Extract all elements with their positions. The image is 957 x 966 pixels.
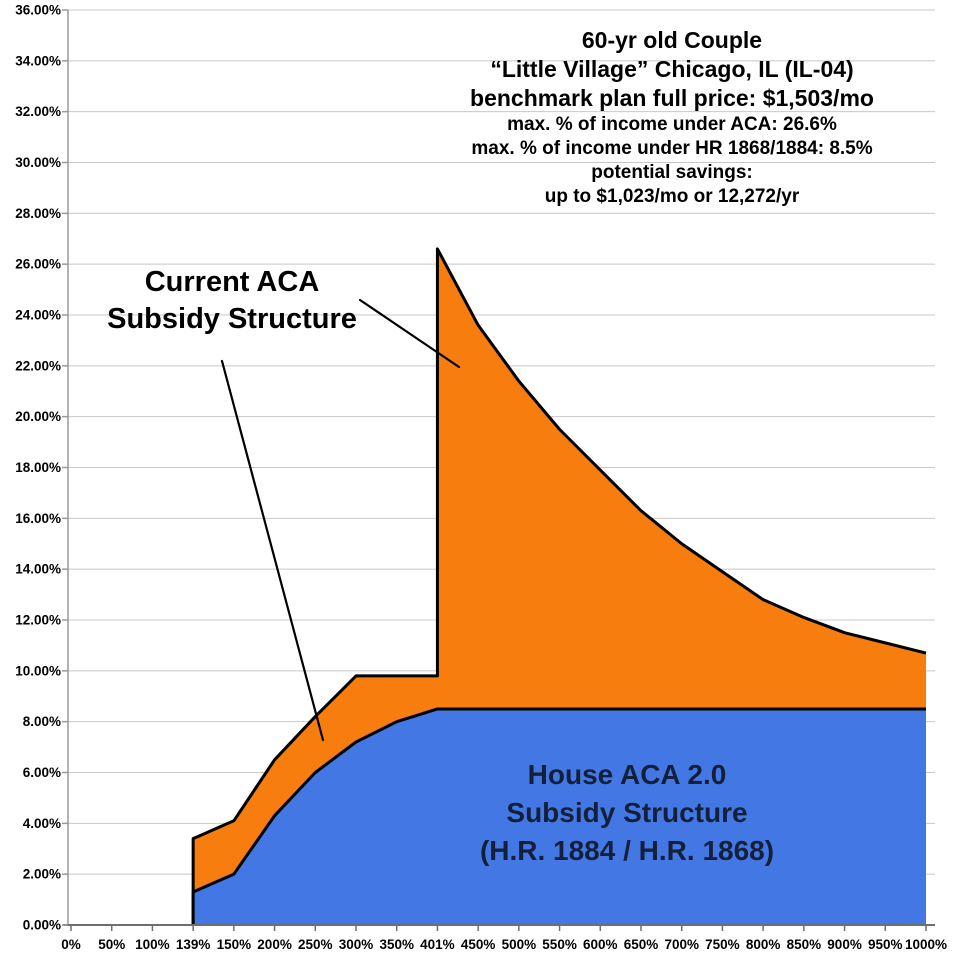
title-line-couple: 60-yr old Couple: [581, 27, 763, 53]
x-tick-label: 350%: [379, 937, 414, 952]
x-tick-label: 50%: [98, 937, 126, 952]
y-tick-label: 8.00%: [22, 714, 61, 730]
x-tick-label: 200%: [257, 937, 292, 952]
y-tick-label: 36.00%: [15, 2, 61, 18]
x-tick-label: 500%: [501, 937, 537, 952]
y-tick-label: 14.00%: [15, 561, 61, 577]
x-tick-label: 600%: [583, 937, 618, 952]
x-tick-label: 1000%: [904, 937, 948, 952]
y-tick-label: 10.00%: [15, 663, 61, 679]
x-tick-label: 0%: [61, 937, 81, 952]
x-tick-label: 650%: [623, 937, 659, 952]
y-tick-label: 4.00%: [22, 815, 61, 831]
y-tick-label: 20.00%: [15, 409, 61, 425]
house-series-label-line2: Subsidy Structure: [506, 797, 748, 828]
x-tick-label: 250%: [298, 937, 333, 952]
x-tick-label: 800%: [745, 937, 781, 952]
x-tick-label: 139%: [175, 937, 211, 952]
y-tick-label: 22.00%: [15, 358, 61, 374]
y-tick-label: 24.00%: [15, 307, 61, 323]
title-line-savings-amount: up to $1,023/mo or 12,272/yr: [544, 186, 800, 207]
house-series-label: [427, 756, 827, 870]
chart-title-block: [392, 26, 952, 209]
x-tick-label: 850%: [786, 937, 822, 952]
x-tick-label: 750%: [705, 937, 740, 952]
y-tick-label: 34.00%: [15, 53, 61, 69]
x-tick-label: 100%: [135, 937, 170, 952]
x-tick-label: 700%: [664, 937, 699, 952]
x-tick-label: 150%: [216, 937, 252, 952]
x-tick-label: 900%: [827, 937, 862, 952]
x-tick-label: 550%: [542, 937, 577, 952]
x-axis: [61, 925, 947, 952]
y-tick-label: 32.00%: [15, 104, 61, 120]
aca-series-label-line2: Subsidy Structure: [107, 303, 357, 335]
title-line-benchmark-price: benchmark plan full price: $1,503/mo: [470, 85, 874, 111]
leader-line: [222, 361, 323, 740]
y-tick-label: 26.00%: [15, 256, 61, 272]
y-tick-label: 30.00%: [15, 155, 61, 170]
title-line-savings-caption: potential savings:: [591, 162, 753, 183]
house-series-label-line1: House ACA 2.0: [527, 759, 727, 790]
y-tick-label: 12.00%: [15, 612, 61, 628]
title-line-max-hr: max. % of income under HR 1868/1884: 8.5%: [471, 138, 873, 159]
y-axis: [15, 3, 68, 933]
y-tick-label: 2.00%: [22, 866, 61, 882]
x-tick-label: 950%: [868, 937, 903, 952]
x-tick-label: 450%: [460, 937, 496, 952]
y-tick-label: 28.00%: [15, 205, 61, 221]
y-tick-label: 16.00%: [15, 510, 61, 526]
y-tick-label: 6.00%: [22, 765, 61, 780]
y-tick-label: 0.00%: [22, 917, 61, 933]
aca-series-label: [72, 264, 392, 338]
x-tick-label: 300%: [338, 937, 374, 952]
x-tick-label: 401%: [420, 937, 455, 952]
y-tick-label: 18.00%: [15, 460, 61, 475]
aca-series-label-line1: Current ACA: [144, 266, 320, 298]
title-line-max-aca: max. % of income under ACA: 26.6%: [507, 114, 837, 135]
house-series-label-line3: (H.R. 1884 / H.R. 1868): [479, 835, 775, 866]
title-line-location: “Little Village” Chicago, IL (IL-04): [490, 56, 854, 82]
